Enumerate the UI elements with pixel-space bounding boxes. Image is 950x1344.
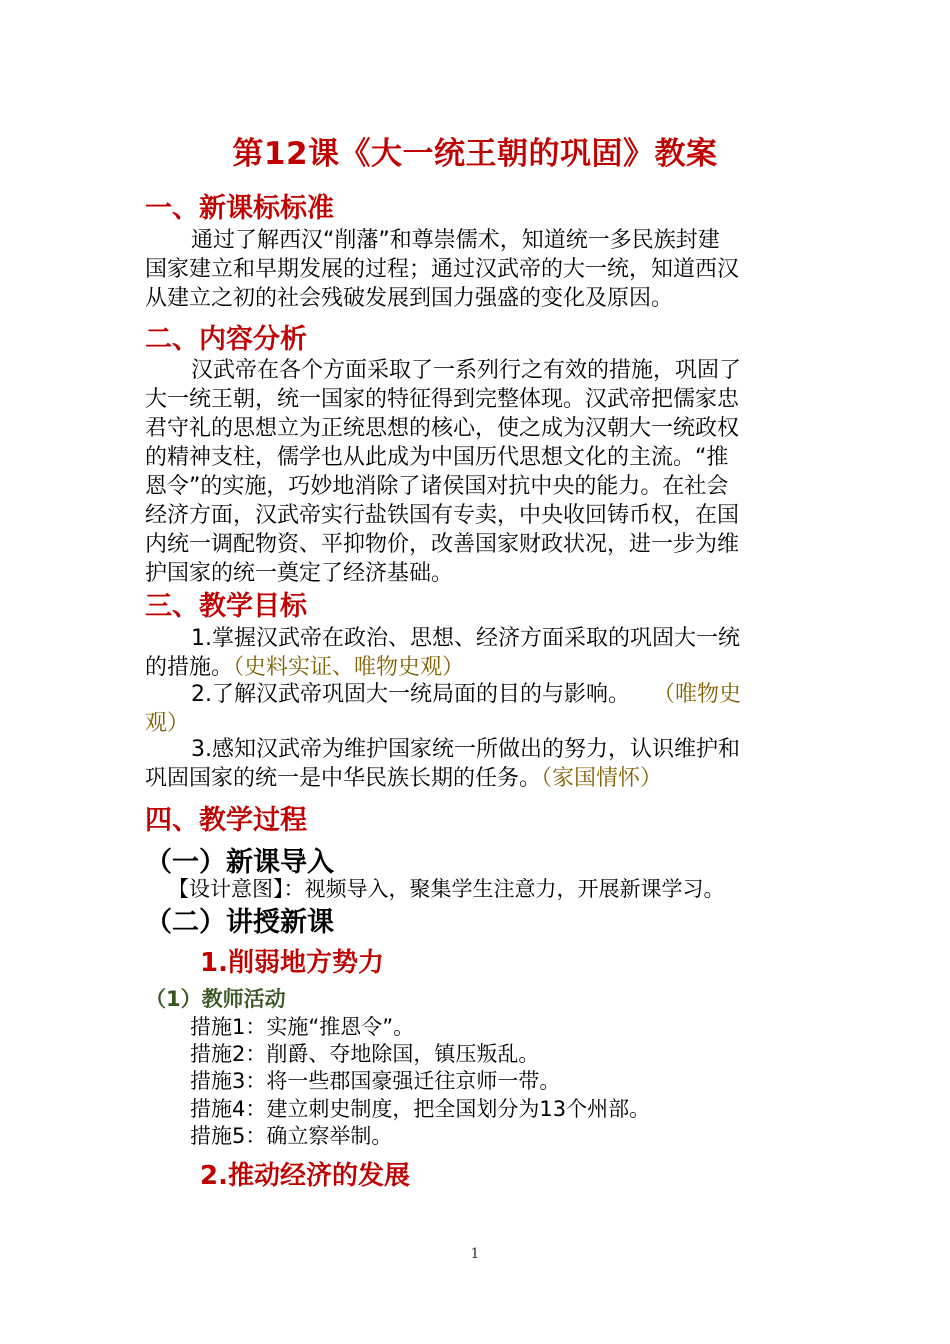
literacy-tag: （唯物史 xyxy=(664,682,742,707)
text-line: 内统一调配物资、平抑物价，改善国家财政状况，进一步为维 xyxy=(145,532,740,557)
literacy-tag: （史料实证、唯物史观） xyxy=(233,655,465,680)
text-line: 通过了解西汉“削藩”和尊崇儒术，知道统一多民族封建 xyxy=(191,228,720,253)
literacy-tag: 观） xyxy=(145,711,190,736)
text-line: 大一统王朝，统一国家的特征得到完整体现。汉武帝把儒家忠 xyxy=(145,387,740,412)
heading-teaching-goals: 三、教学目标 xyxy=(145,591,307,622)
text-line: 恩令”的实施，巧妙地消除了诸侯国对抗中央的能力。在社会 xyxy=(145,474,729,499)
goal-3 xyxy=(145,735,795,793)
goal-1 xyxy=(145,624,795,682)
measure-item: 措施3：将一些郡国豪强迁往京师一带。 xyxy=(190,1069,561,1093)
goal-2 xyxy=(145,680,795,738)
text-line: 的措施。 xyxy=(145,655,234,680)
topic-promote-economy: 2.推动经济的发展 xyxy=(200,1161,410,1191)
page-number: 1 xyxy=(470,1246,480,1262)
heading-curriculum-standard: 一、新课标标准 xyxy=(145,193,334,224)
heading-teaching-process: 四、教学过程 xyxy=(145,805,307,836)
text-line: 3.感知汉武帝为维护国家统一所做出的努力，认识维护和 xyxy=(191,737,740,762)
measure-item: 措施5：确立察举制。 xyxy=(190,1124,393,1148)
text-line: 汉武帝在各个方面采取了一系列行之有效的措施，巩固了 xyxy=(191,358,742,383)
text-line: 2.了解汉武帝巩固大一统局面的目的与影响。 xyxy=(191,682,630,707)
measure-item: 措施2：削爵、夺地除国，镇压叛乱。 xyxy=(190,1042,540,1066)
measure-item: 措施1：实施“推恩令”。 xyxy=(190,1015,415,1039)
text-line: 护国家的统一奠定了经济基础。 xyxy=(145,561,454,586)
topic-weaken-local-power: 1.削弱地方势力 xyxy=(200,948,384,978)
design-intent: 【设计意图】：视频导入，聚集学生注意力，开展新课学习。 xyxy=(168,877,725,901)
text-line: 1.掌握汉武帝在政治、思想、经济方面采取的巩固大一统 xyxy=(191,626,740,651)
paragraph-content-analysis xyxy=(145,356,795,588)
text-line: 巩固国家的统一是中华民族长期的任务。 xyxy=(145,766,542,791)
paragraph-curriculum-standard xyxy=(145,226,795,313)
teacher-activity-label: （1）教师活动 xyxy=(145,987,286,1011)
text-line: 的精神支柱，儒学也从此成为中国历代思想文化的主流。“推 xyxy=(145,445,729,470)
text-line: 君守礼的思想立为正统思想的核心，使之成为汉朝大一统政权 xyxy=(145,416,740,441)
literacy-tag: （家国情怀） xyxy=(541,766,663,791)
text-line: 从建立之初的社会残破发展到国力强盛的变化及原因。 xyxy=(145,286,674,311)
measure-item: 措施4：建立刺史制度，把全国划分为13个州部。 xyxy=(190,1097,651,1121)
text-line: 国家建立和早期发展的过程；通过汉武帝的大一统，知道西汉 xyxy=(145,257,740,282)
document-title: 第12课《大一统王朝的巩固》教案 xyxy=(232,136,718,172)
subheading-lesson-intro: （一）新课导入 xyxy=(145,847,334,878)
text-line: 经济方面，汉武帝实行盐铁国有专卖，中央收回铸币权，在国 xyxy=(145,503,740,528)
subheading-new-lesson: （二）讲授新课 xyxy=(145,907,334,938)
heading-content-analysis: 二、内容分析 xyxy=(145,324,307,355)
